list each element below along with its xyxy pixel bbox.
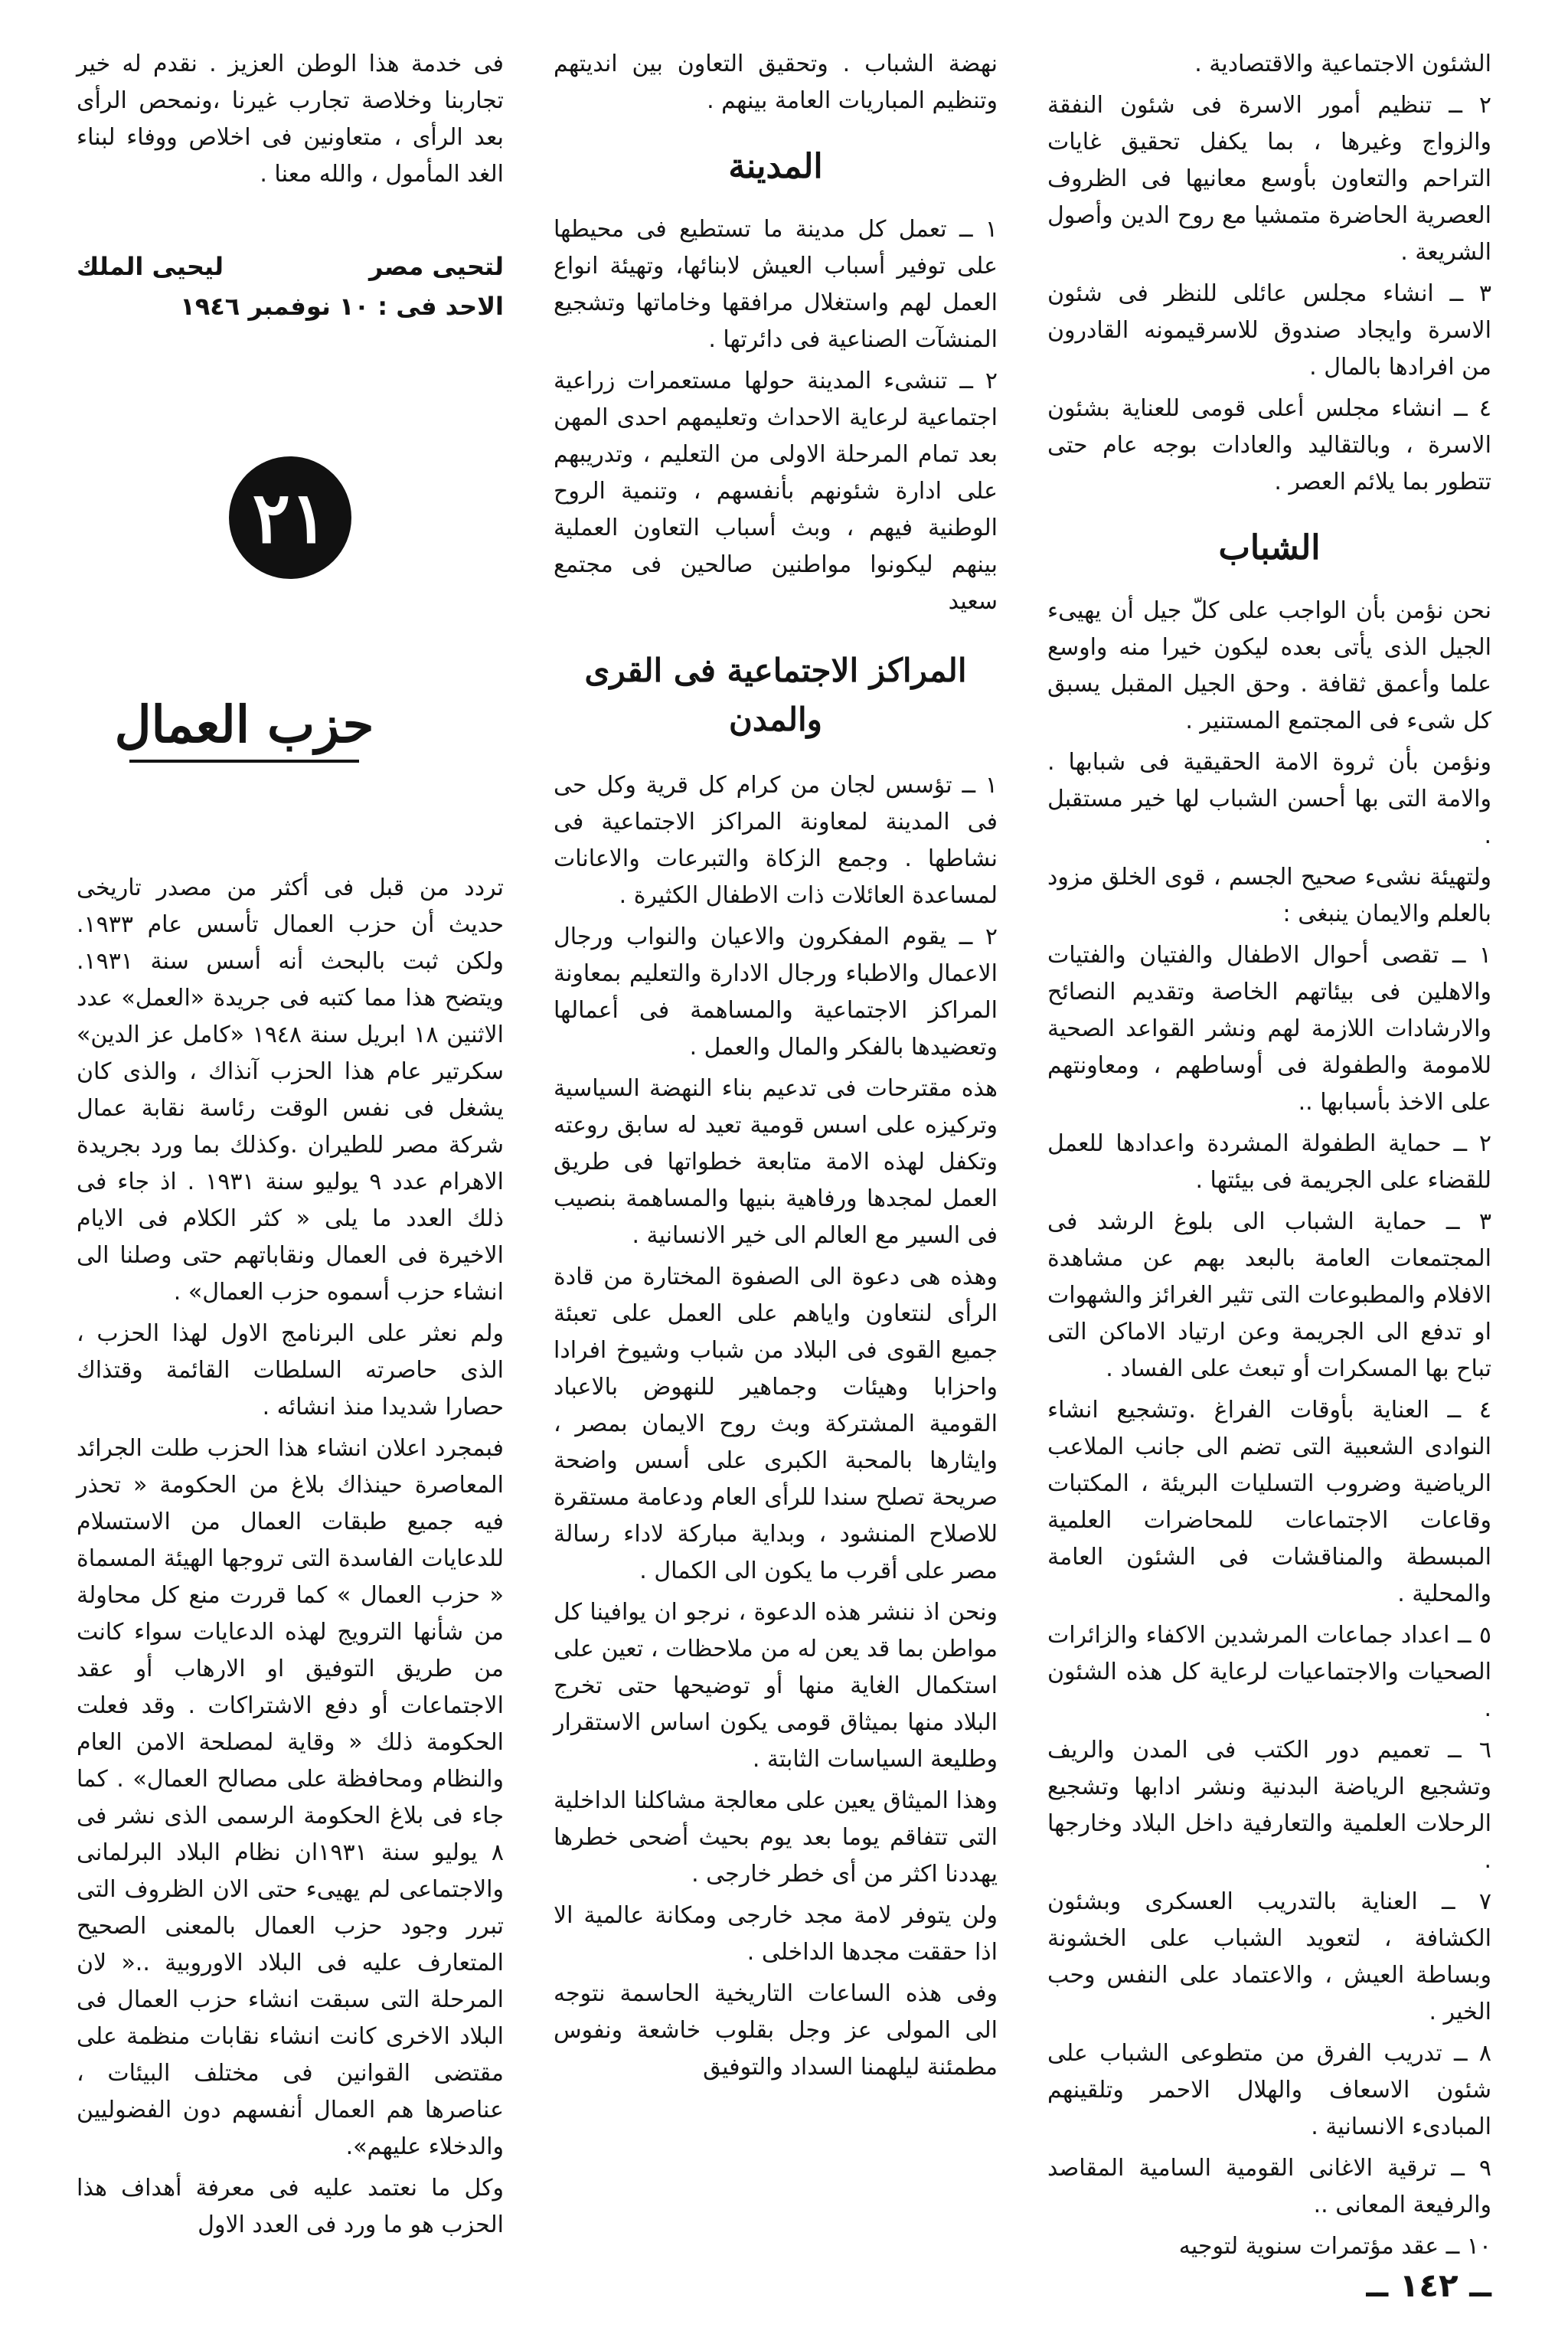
paragraph: فى خدمة هذا الوطن العزيز . نقدم له خير تجاربنا وخلاصة تجارب غيرنا ،ونمحص الرأى بعد الرأى ، متعاونين فى اخلاص ووفاء لبناء الغد المأمول ، والله معنا . [77,51,504,188]
paragraph: وهذه هى دعوة الى الصفوة المختارة من قادة الرأى لنتعاون واياهم على العمل على تعبئة جميع القوى فى البلاد من شباب وشيوخ افرادا واحزابا وهيئات وجماهير للنهوض بالاعباد القومية المشتركة وبث روح الايمان بمصر ، وايثارها بالمحبة الكبرى على أسس واضحة صريحة تصلح سندا للرأى العام ودعامة مستقرة للاصلاح المنشود ، وبداية مباركة لاداء رسالة مصر على أقرب ما يكون الى الكمال . [554,1263,998,1584]
section-heading-social-centers: المراكز الاجتماعية فى القرى والمدن [584,652,967,738]
closing-salutation-egypt: لتحيى مصر [369,252,504,281]
paragraph: نحن نؤمن بأن الواجب على كلّ جيل أن يهيىء الجيل الذى يأتى بعده ليكون خيرا منه واوسع علما وأعمق ثقافة . وحق الجيل المقبل يسبق كل شىء فى المجتمع المستنير . [1047,597,1491,734]
paragraph: هذه مقترحات فى تدعيم بناء النهضة السياسية وتركيزه على اسس قومية تعيد له سابق روعته وتكفل لهذه الامة متابعة خطواتها فى طريق العمل لمجدها ورفاهية بنيها والمساهمة بنصيب فى السير مع العالم الى خير الانسانية . [554,1075,998,1249]
paragraph: ٢ ــ تنظيم أمور الاسرة فى شئون النفقة والزواج وغيرها ، بما يكفل تحقيق غايات التراحم والتعاون بأوسع معانيها فى الظروف العصرية الحاضرة متمشيا مع روح الدين وأصول الشريعة . [1047,92,1491,266]
paragraph: ١٠ ــ عقد مؤتمرات سنوية لتوجيه [1178,2233,1491,2260]
paragraph: ٧ ــ العناية بالتدريب العسكرى وبشئون الكشافة ، لتعويد الشباب على الخشونة وبساطة العيش ، والاعتماد على النفس وحب الخير . [1047,1888,1491,2025]
paragraph: ٢ ــ حماية الطفولة المشردة واعدادها للعمل للقضاء على الجريمة فى بيئتها . [1047,1130,1491,1194]
paragraph: ٥ ــ اعداد جماعات المرشدين الاكفاء والزائرات الصحيات والاجتماعيات لرعاية كل هذه الشئون . [1047,1622,1491,1722]
paragraph: ٤ ــ العناية بأوقات الفراغ .وتشجيع انشاء النوادى الشعبية التى تضم الى جانب الملاعب الرياضية وضروب التسليات البريئة ، المكتبات وقاعات الاجتماعات للمحاضرات العلمية المبسطة والمناقشات فى الشئون العامة والمحلية . [1047,1397,1491,1607]
section-heading-youth: الشباب [1218,528,1321,567]
party-article [77,870,504,2244]
heading-underline [129,760,359,763]
paragraph: الشئون الاجتماعية والاقتصادية . [1194,51,1491,77]
paragraph: ٢ ــ تنشىء المدينة حولها مستعمرات زراعية اجتماعية لرعاية الاحداث وتعليمهم احدى المهن بعد تمام المرحلة الاولى من التعليم ، وتدريبهم على ادارة شئونهم بأنفسهم ، وتنمية الروح الوطنية فيهم ، وبث أسباب التعاون العملية بينهم ليكونوا مواطنين صالحين فى مجتمع سعيد [554,368,998,615]
paragraph: ٩ ــ ترقية الاغانى القومية السامية المقاصد والرفيعة المعانى .. [1047,2155,1491,2218]
paragraph: ولم نعثر على البرنامج الاول لهذا الحزب ، الذى حاصرته السلطات القائمة وقتذاك حصارا شديدا منذ انشائه . [77,1320,504,1420]
column-middle [554,46,998,2090]
paragraph: ولن يتوفر لامة مجد خارجى ومكانة عالمية الا اذا حققت مجدها الداخلى . [554,1902,998,1966]
section-number-badge: ٢١ [229,456,351,579]
page-number: ــ ١٤٢ ــ [1366,2267,1491,2304]
signature-row [77,247,504,286]
column-left [77,46,504,2248]
paragraph: وهذا الميثاق يعين على معالجة مشاكلنا الداخلية التى تتفاقم يوما بعد يوم بحيث أضحى خطرها يهددنا اكثر من أى خطر خارجى . [554,1787,998,1888]
paragraph: ولتهيئة نشىء صحيح الجسم ، قوى الخلق مزود بالعلم والايمان ينبغى : [1047,864,1491,927]
paragraph: ٨ ــ تدريب الفرق من متطوعى الشباب على شئون الاسعاف والهلال الاحمر وتلقينهم المبادىء الانسانية . [1047,2040,1491,2140]
paragraph: ٢ ــ يقوم المفكرون والاعيان والنواب ورجال الاعمال والاطباء ورجال الادارة والتعليم بمعاونة المراكز الاجتماعية والمساهمة فى أعمالها وتعضيدها بالفكر والمال والعمل . [554,923,998,1061]
paragraph: نهضة الشباب . وتحقيق التعاون بين انديتهم وتنظيم المباريات العامة بينهم . [554,51,998,114]
paragraph: ٤ ــ انشاء مجلس أعلى قومى للعناية بشئون الاسرة ، وبالتقاليد والعادات بوجه عام حتى تتطور بما يلائم العصر . [1047,395,1491,495]
paragraph: ١ ــ تؤسس لجان من كرام كل قرية وكل حى فى المدينة لمعاونة المراكز الاجتماعية فى نشاطها . وجمع الزكاة والتبرعات والاعانات لمساعدة العائلات ذات الاطفال الكثيرة . [554,772,998,909]
signature-date: الاحد فى : ١٠ نوفمبر ١٩٤٦ [180,292,504,321]
paragraph: ١ ــ تعمل كل مدينة ما تستطيع فى محيطها على توفير أسباب العيش لابنائها، وتهيئة انواع العمل لهم واستغلال مرافقها وخاماتها وتشجيع المنشآت الصناعية فى دائرتها . [554,216,998,353]
paragraph: ٦ ــ تعميم دور الكتب فى المدن والريف وتشجيع الرياضة البدنية ونشر ادابها وتشجيع الرحلات العلمية والتعارفية داخل البلاد وخارجها . [1047,1737,1491,1874]
paragraph: تردد من قبل فى أكثر من مصدر تاريخى حديث أن حزب العمال تأسس عام ١٩٣٣. ولكن ثبت بالبحث أنه أسس سنة ١٩٣١. ويتضح هذا مما كتبه فى جريدة «العمل» عدد الاثنين ١٨ ابريل سنة ١٩٤٨ «كامل عز الدين» سكرتير عام هذا الحزب آنذاك ، والذى كان يشغل فى نفس الوقت رئاسة نقابة عمال شركة مصر للطيران .وكذلك بما ورد بجريدة الاهرام عدد ٩ يوليو سنة ١٩٣١ . اذ جاء فى ذلك العدد ما يلى « كثر الكلام فى الايام الاخيرة فى العمال ونقاباتهم حتى وصلنا الى انشاء حزب أسموه حزب العمال» . [77,874,505,1306]
closing-salutation-king: ليحيى الملك [77,252,224,281]
signature-block [77,247,504,326]
paragraph: ٣ ــ حماية الشباب الى بلوغ الرشد فى المجتمعات العامة بالبعد بهم عن مشاهدة الافلام والمطبوعات التى تثير الغرائز والشهوات او تدفع الى الجريمة وعن ارتياد الاماكن التى تباح بها المسكرات أو تبعث على الفساد . [1047,1208,1491,1382]
paragraph: ١ ــ تقصى أحوال الاطفال والفتيان والفتيات والاهلين فى بيئاتهم الخاصة وتقديم النصائح والارشادات اللازمة لهم ونشر القواعد الصحية للامومة والطفولة فى أوساطهم ، ومعاونتهم على الاخذ بأسبابها .. [1047,942,1491,1116]
paragraph: ونحن اذ ننشر هذه الدعوة ، نرجو ان يوافينا كل مواطن بما قد يعن له من ملاحظات ، تعين على استكمال الغاية منها أو توضيحها حتى تخرج البلاد منها بميثاق قومى يكون اساس الاستقرار وطليعة السياسات الثابتة . [554,1599,998,1773]
paragraph: فبمجرد اعلان انشاء هذا الحزب طلت الجرائد المعاصرة حينذاك بلاغ من الحكومة « تحذر فيه جميع طبقات العمال من الاستسلام للدعايات الفاسدة التى تروجها الهيئة المسماة « حزب العمال » كما قررت منع كل محاولة من شأنها الترويج لهذه الدعايات سواء كانت من طريق التوفيق او الارهاب أو عقد الاجتماعات أو دفع الاشتراكات . وقد فعلت الحكومة ذلك « وقاية لمصلحة الامن العام والنظام ومحافظة على مصالح العمال» . كما جاء فى بلاغ الحكومة الرسمى الذى نشر فى ٨ يوليو سنة ١٩٣١ان نظام البلاد البرلمانى والاجتماعى لم يهيىء حتى الان الظروف التى تبرر وجود حزب العمال بالمعنى الصحيح المتعارف عليه فى البلاد الاوروبية ..« لان المرحلة التى سبقت انشاء حزب العمال فى البلاد الاخرى كانت انشاء نقابات منظمة على مقتضى القوانين فى مختلف البيئات ، عناصرها هم العمال أنفسهم دون الفضوليين والدخلاء عليهم». [77,1435,504,2160]
paragraph: وفى هذه الساعات التاريخية الحاسمة نتوجه الى المولى عز وجل بقلوب خاشعة ونفوس مطمئنة ليلهمنا السداد والتوفيق [554,1980,998,2081]
section-heading-city: المدينة [728,147,823,186]
paragraph: ونؤمن بأن ثروة الامة الحقيقية فى شبابها . والامة التى بها أحسن الشباب لها خير مستقبل . [1047,749,1491,849]
paragraph: ٣ ــ انشاء مجلس عائلى للنظر فى شئون الاسرة وايجاد صندوق للاسرقيمونه القادرون من افرادها بالمال . [1047,280,1491,381]
party-heading: حزب العمال [114,695,374,754]
column-right [1047,46,1491,2270]
paragraph: وكل ما نعتمد عليه فى معرفة أهداف هذا الحزب هو ما ورد فى العدد الاول [77,2175,504,2238]
